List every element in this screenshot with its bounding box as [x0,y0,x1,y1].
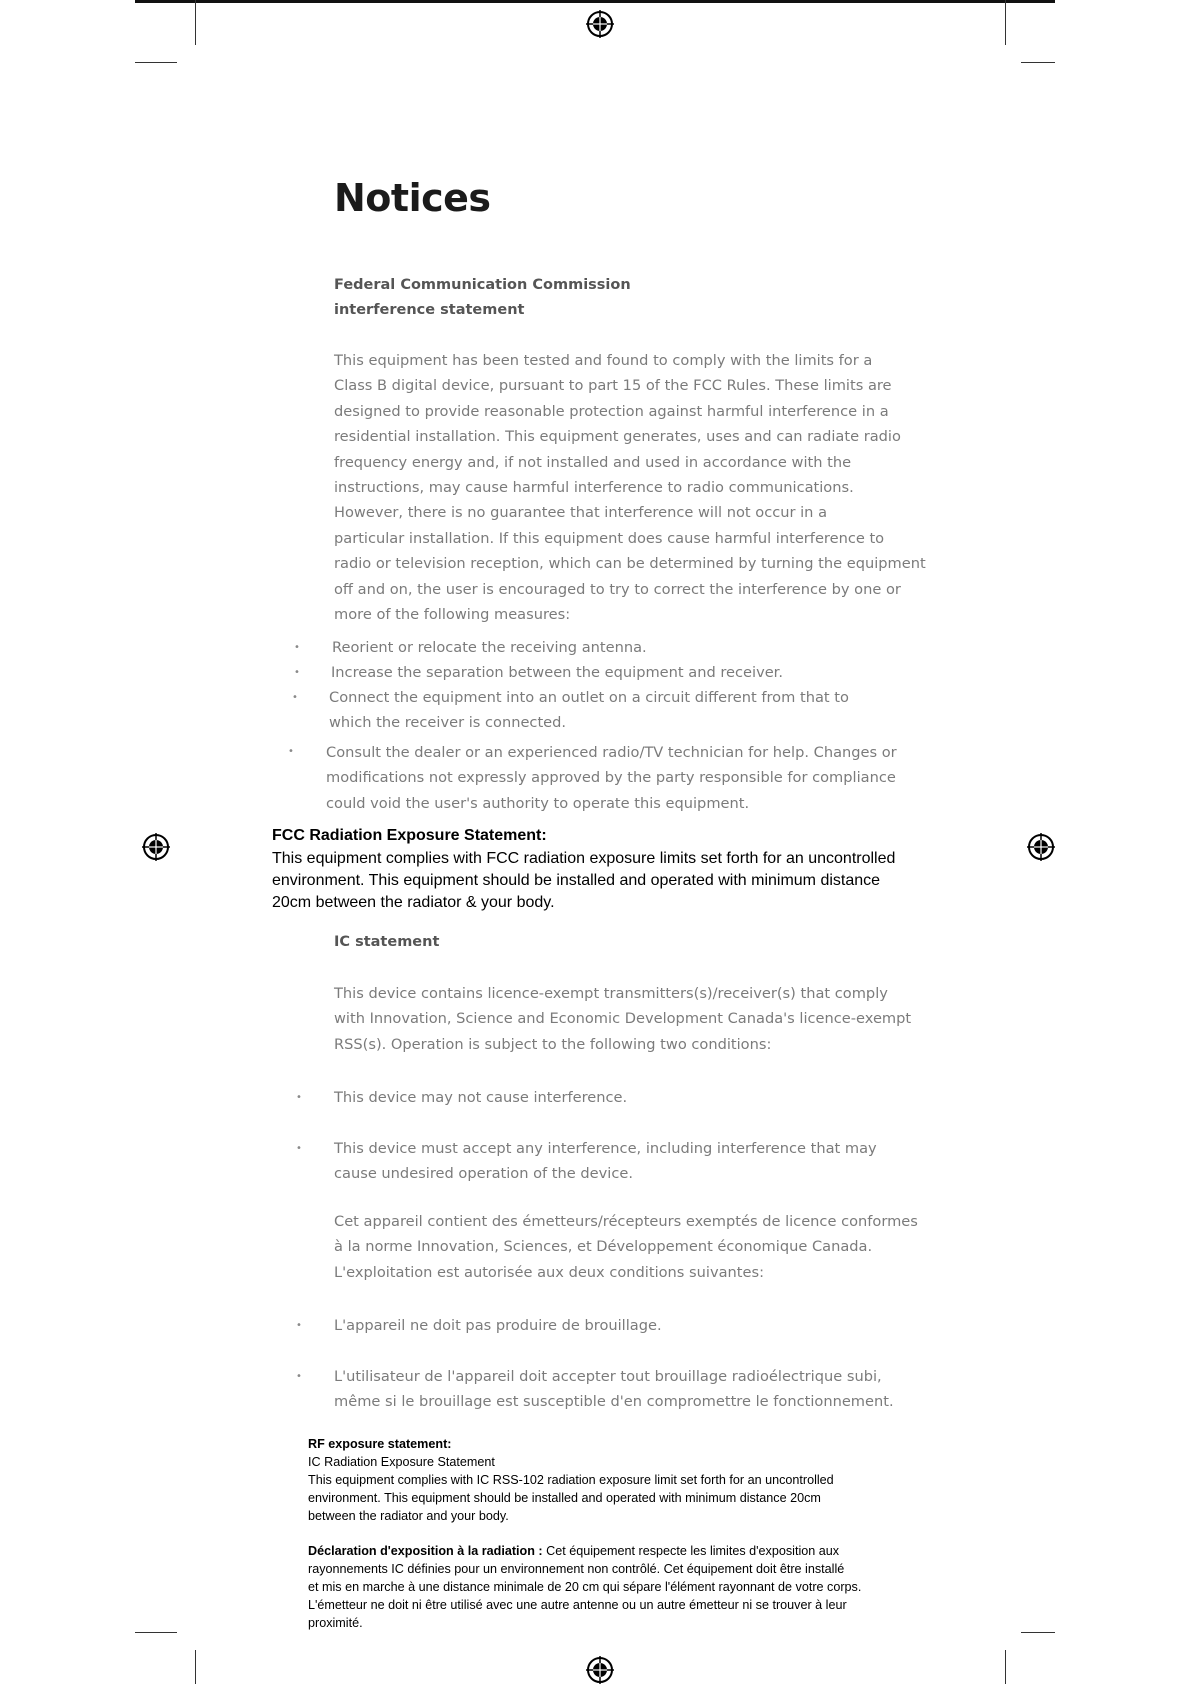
paragraph-line: à la norme Innovation, Sciences, et Développement économique Canada. [334,1238,873,1256]
paragraph-line: This device contains licence-exempt transmitters(s)/receiver(s) that comply [334,985,888,1002]
rf-exposure-french-line: rayonnements IC définies pour un environnement non contrôlé. Cet équipement doit être installé [308,1562,845,1576]
rf-exposure-french-line: L'émetteur ne doit ni être utilisé avec une autre antenne ou un autre émetteur ni se trouver à leur [308,1598,847,1612]
ic-heading: IC statement [334,934,440,950]
rf-exposure-heading: RF exposure statement: [308,1437,452,1451]
rf-exposure-french-line: et mis en marche à une distance minimale de 20 cm qui sépare l'élément rayonnant de votre corps. [308,1580,862,1594]
ic-paragraph [334,981,911,1057]
list-item [326,740,897,816]
bullet-icon: • [294,667,300,678]
paragraph-line: L'exploitation est autorisée aux deux conditions suivantes: [334,1263,765,1281]
rf-exposure-line: between the radiator and your body. [308,1509,509,1523]
list-item-line: Consult the dealer or an experienced radio/TV technician for help. Changes or [326,744,897,761]
list-item [334,1085,627,1110]
list-item-line: Increase the separation between the equipment and receiver. [331,664,783,681]
list-item-line: même si le brouillage est susceptible d'en compromettre le fonctionnement. [334,1393,894,1411]
crop-mark [1021,1632,1055,1633]
registration-mark-icon [142,833,170,861]
registration-mark-icon [586,10,614,38]
paragraph-line: residential installation. This equipment generates, uses and can radiate radio [334,428,901,446]
paragraph-line: RSS(s). Operation is subject to the following two conditions: [334,1035,772,1053]
list-item-line: which the receiver is connected. [329,714,567,732]
paragraph-line: This equipment has been tested and found to comply with the limits for a [334,352,873,369]
paragraph-line: instructions, may cause harmful interference to radio communications. [334,479,854,497]
list-item [332,635,647,660]
fcc-radiation-heading: FCC Radiation Exposure Statement: [272,827,547,844]
rf-exposure-french-label: Déclaration d'exposition à la radiation : [308,1544,543,1558]
ic-french-paragraph [334,1209,918,1285]
list-item-line: Reorient or relocate the receiving antenna. [332,639,647,656]
bullet-icon: • [296,1143,302,1154]
fcc-heading [334,273,631,323]
paragraph-line: Class B digital device, pursuant to part 15 of the FCC Rules. These limits are [334,377,892,395]
crop-mark [135,62,177,63]
bullet-icon: • [294,642,300,653]
bullet-icon: • [296,1371,302,1382]
bullet-icon: • [296,1320,302,1331]
rf-exposure-french-first-line [308,1542,861,1560]
paragraph-line: However, there is no guarantee that interference will not occur in a [334,504,828,522]
bullet-icon: • [292,692,298,703]
top-border [135,0,1055,3]
fcc-radiation-statement [272,824,895,914]
rf-exposure-french-line: proximité. [308,1616,363,1630]
rf-exposure-statement [308,1435,861,1632]
rf-exposure-subheading: IC Radiation Exposure Statement [308,1455,495,1469]
fcc-paragraph [334,348,926,627]
list-item [329,685,849,736]
list-item-line: L'utilisateur de l'appareil doit accepter tout brouillage radioélectrique subi, [334,1368,882,1385]
list-item-line: This device may not cause interference. [334,1089,628,1106]
list-item-line: could void the user's authority to operate this equipment. [326,794,750,812]
crop-mark [135,1632,177,1633]
paragraph-line: designed to provide reasonable protection against harmful interference in a [334,402,889,420]
registration-mark-icon [1027,833,1055,861]
fcc-heading-line: interference statement [334,302,525,318]
list-item [334,1136,877,1187]
registration-mark-icon [586,1656,614,1684]
crop-mark [1005,1650,1006,1684]
list-item [334,1313,662,1338]
list-item [334,1364,894,1415]
crop-mark [1021,62,1055,63]
paragraph-line: with Innovation, Science and Economic Development Canada's licence-exempt [334,1010,912,1028]
crop-mark [195,0,196,45]
list-item-line: modifications not expressly approved by the party responsible for compliance [326,769,896,787]
paragraph-line: Cet appareil contient des émetteurs/récepteurs exemptés de licence conformes [334,1213,918,1230]
list-item [331,660,783,685]
list-item-line: This device must accept any interference, including interference that may [334,1140,877,1157]
list-item-line: L'appareil ne doit pas produire de brouillage. [334,1317,662,1334]
rf-exposure-line: This equipment complies with IC RSS-102 radiation exposure limit set forth for an uncontrolled [308,1473,834,1487]
rf-exposure-french-text: Cet équipement respecte les limites d'exposition aux [542,1544,840,1558]
paragraph-line: particular installation. If this equipment does cause harmful interference to [334,529,885,547]
paragraph-line: radio or television reception, which can be determined by turning the equipment [334,555,926,573]
paragraph-line: off and on, the user is encouraged to try to correct the interference by one or [334,580,901,598]
crop-mark [195,1650,196,1684]
page-title: Notices [334,176,491,220]
bullet-icon: • [288,746,294,757]
paragraph-line: frequency energy and, if not installed and used in accordance with the [334,453,852,471]
paragraph-line: more of the following measures: [334,606,571,624]
fcc-radiation-line: environment. This equipment should be installed and operated with minimum distance [272,872,881,889]
bullet-icon: • [296,1092,302,1103]
list-item-line: cause undesired operation of the device. [334,1165,633,1183]
list-item-line: Connect the equipment into an outlet on a circuit different from that to [329,689,849,706]
fcc-heading-line: Federal Communication Commission [334,277,631,293]
rf-exposure-line: environment. This equipment should be installed and operated with minimum distance 20cm [308,1491,821,1505]
crop-mark [1005,0,1006,45]
fcc-radiation-line: 20cm between the radiator & your body. [272,894,555,911]
fcc-radiation-line: This equipment complies with FCC radiation exposure limits set forth for an uncontrolled [272,850,896,867]
